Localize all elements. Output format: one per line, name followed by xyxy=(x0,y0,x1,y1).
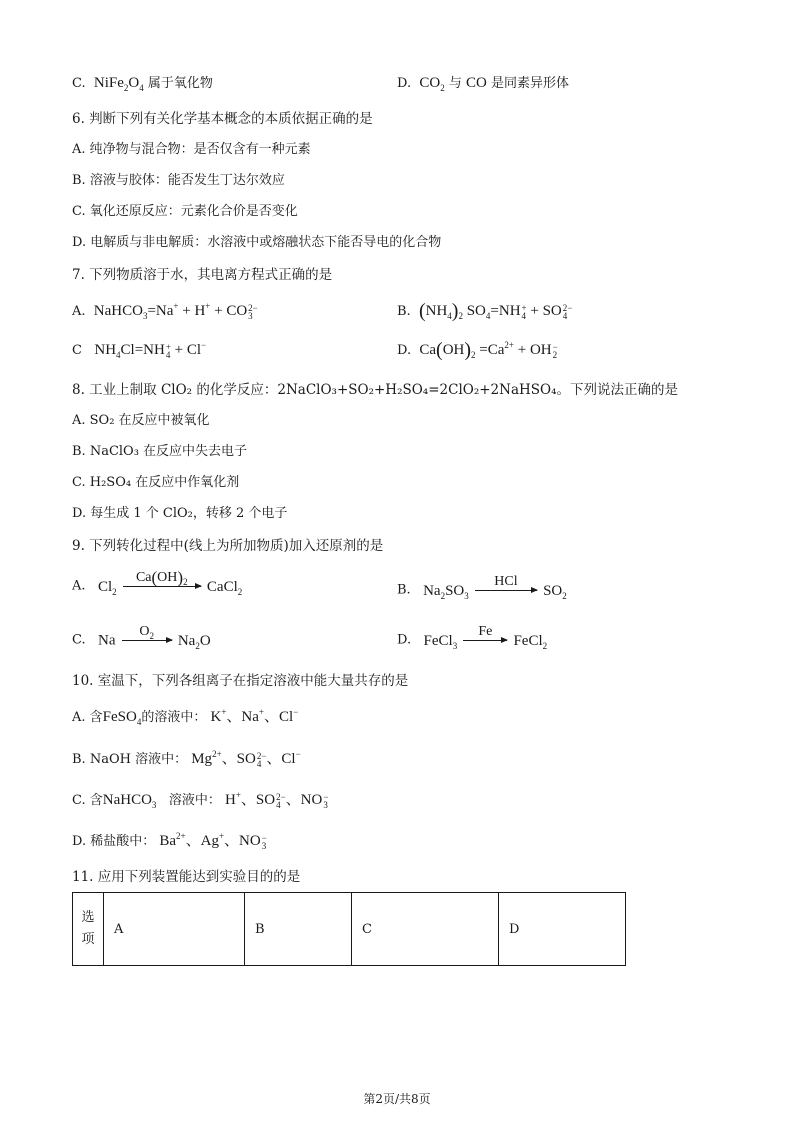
reaction-arrow xyxy=(122,624,172,657)
arrow-reagent-fe: Fe xyxy=(478,624,493,639)
q8-option-c: C. H₂SO₄ 在反应中作氧化剂 xyxy=(72,475,240,490)
q7-option-a xyxy=(72,302,258,321)
reactant-na2so3: $Na_2SO_3$ xyxy=(423,582,469,601)
table-cell-c: C xyxy=(352,893,499,966)
q7-stem: 7. 下列物质溶于水，其电离方程式正确的是 xyxy=(72,267,333,283)
reactant-fecl3: FeCl$_3$ xyxy=(423,632,458,651)
product-fecl2: FeCl$_2$ xyxy=(513,632,548,651)
option-label: C xyxy=(72,343,82,358)
q9-option-b xyxy=(397,574,567,607)
q10-option-a xyxy=(72,708,298,727)
option-text: C. 含 xyxy=(72,793,103,808)
q7-option-d xyxy=(397,341,558,360)
table-header-cell: 选 项 xyxy=(73,893,104,966)
arrow-reagent-caoh2: $Ca(OH)_2$ xyxy=(135,568,188,587)
formula-nife2o4: $NiFe_2O_4$ xyxy=(93,75,144,93)
q9-option-c xyxy=(72,624,211,657)
option-label: D. xyxy=(397,343,412,358)
q5-option-c xyxy=(72,74,213,93)
q8-option-a: A. SO₂ 在反应中被氧化 xyxy=(72,413,210,428)
formula-co: CO xyxy=(466,75,487,91)
product-na2o: $Na_2O$ xyxy=(177,632,211,651)
table-cell-b: B xyxy=(245,893,352,966)
table-cell-a: A xyxy=(104,893,245,966)
q11-stem: 11. 应用下列装置能达到实验目的的是 xyxy=(72,869,301,885)
q10-option-b xyxy=(72,750,301,769)
q10-stem: 10. 室温下，下列各组离子在指定溶液中能大量共存的是 xyxy=(72,673,409,689)
q9-option-a xyxy=(72,570,242,603)
option-text: B. NaOH 溶液中： xyxy=(72,752,188,767)
product-so2: $SO_2$ xyxy=(543,582,567,601)
q8-option-b: B. NaClO₃ 在反应中失去电子 xyxy=(72,444,248,459)
equation-nh4cl: $NH_4Cl=NH$ + 4 + Cl− xyxy=(94,340,207,360)
page-footer: 第2页/共8页 xyxy=(363,1092,431,1106)
ion-list: H+、SO 2− 4 、NO − 3 xyxy=(224,790,329,810)
option-label: B. xyxy=(397,582,411,598)
table-row xyxy=(73,893,626,966)
q9-stem: 9. 下列转化过程中(线上为所加物质)加入还原剂的是 xyxy=(72,538,384,554)
connector-text: 与 xyxy=(448,76,462,91)
q6-option-a: A. 纯净物与混合物：是否仅含有一种元素 xyxy=(72,142,311,157)
ion-list: $Mg^{2+}$、SO 2− 4 、Cl− xyxy=(191,749,301,769)
option-label: B. xyxy=(397,304,411,319)
equation-caoh2: $Ca(OH)_2 =Ca^{2+}$ + OH − 2 xyxy=(419,339,558,361)
option-label: C. xyxy=(72,632,86,648)
arrow-reagent-o2: $O_2$ xyxy=(139,624,154,641)
option-label: A. xyxy=(72,304,86,319)
q10-option-d xyxy=(72,832,267,851)
equation-nh4-2so4: $(NH_4)_2$ $SO_4=NH$ + 4 + SO 2− 4 xyxy=(418,300,573,322)
equation-nahco3: NaHCO$_3$=Na+ + H+ + CO 2− 3 xyxy=(93,301,258,321)
reactant-cl2: $Cl_2$ xyxy=(97,578,117,597)
option-text: A. 含 xyxy=(72,710,103,725)
option-label: D. xyxy=(397,76,412,91)
reaction-arrow xyxy=(475,574,537,607)
q8-option-d: D. 每生成 1 个 ClO₂，转移 2 个电子 xyxy=(72,506,288,521)
formula-feso4: FeSO$_4$ xyxy=(102,709,142,727)
q6-option-b: B. 溶液与胶体：能否发生丁达尔效应 xyxy=(72,173,285,188)
option-text: D. 稀盐酸中： xyxy=(72,834,156,849)
product-cacl2: CaCl$_2$ xyxy=(206,578,243,597)
option-text: 的溶液中： xyxy=(141,710,207,725)
q5-option-d xyxy=(397,74,569,93)
formula-nahco3: NaHCO$_3$ xyxy=(102,792,157,810)
reaction-arrow xyxy=(463,624,507,657)
option-text: 属于氧化物 xyxy=(147,76,213,91)
q6-stem: 6. 判断下列有关化学基本概念的本质依据正确的是 xyxy=(72,111,373,127)
option-text: 溶液中： xyxy=(168,793,221,808)
ion-list: $Ba^{2+}$、Ag+、NO − 3 xyxy=(159,831,267,851)
q9-option-d xyxy=(397,624,547,657)
option-label: A. xyxy=(72,578,86,594)
table-cell-d: D xyxy=(499,893,626,966)
formula-co2: $CO_2$ xyxy=(419,75,445,93)
reaction-arrow xyxy=(123,570,201,603)
option-label: D. xyxy=(397,632,412,648)
arrow-reagent-hcl: HCl xyxy=(494,574,518,589)
option-label: C. xyxy=(72,76,86,91)
q6-option-c: C. 氧化还原反应：元素化合价是否变化 xyxy=(72,204,298,219)
q11-option-table xyxy=(72,892,626,966)
q7-option-b xyxy=(397,302,572,321)
q10-option-c xyxy=(72,791,328,810)
q7-option-c xyxy=(72,341,206,360)
q6-option-d: D. 电解质与非电解质：水溶液中或熔融状态下能否导电的化合物 xyxy=(72,235,442,250)
q8-stem: 8. 工业上制取 ClO₂ 的化学反应：2NaClO₃+SO₂+H₂SO₄=2ClO₂+2NaHSO₄。下列说法正确的是 xyxy=(72,382,679,398)
ion-list: K+、Na+、Cl− xyxy=(210,707,299,725)
reactant-na: Na xyxy=(98,632,116,649)
option-text: 是同素异形体 xyxy=(490,76,569,91)
